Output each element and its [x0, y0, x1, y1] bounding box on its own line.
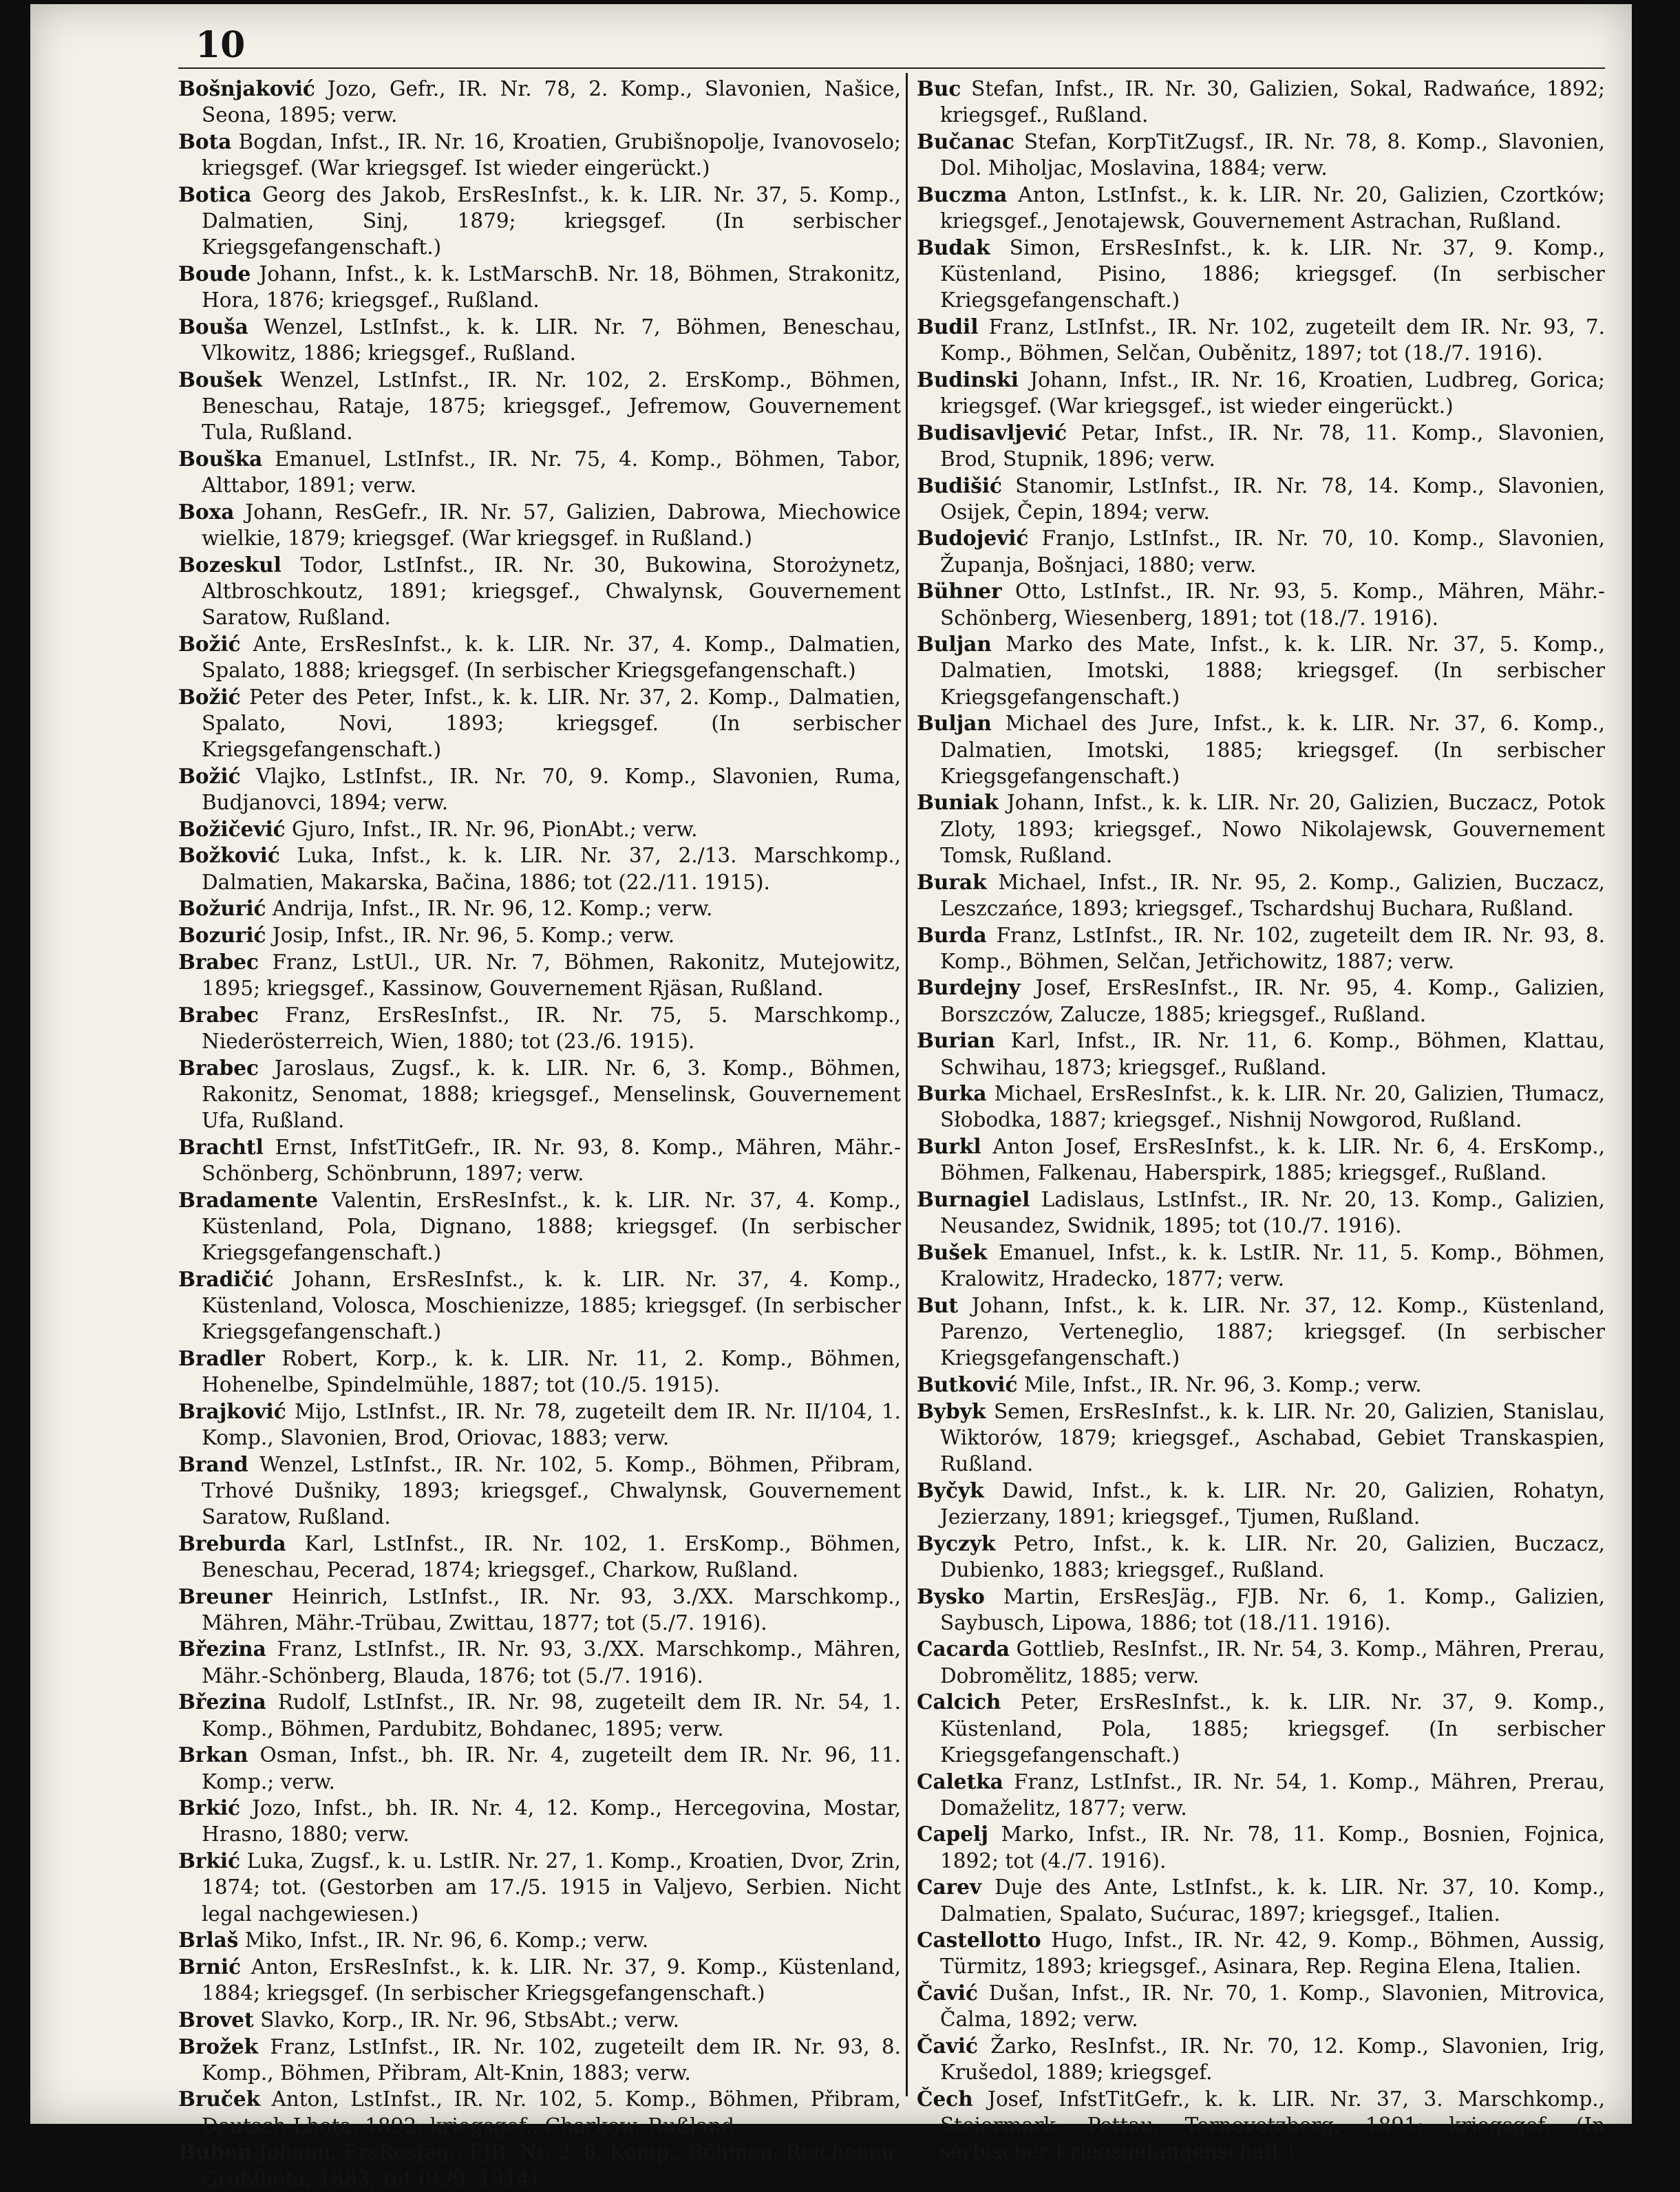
- entry-details: Josef, InfstTitGefr., k. k. LIR. Nr. 37, 3. Marschkomp., Steiermark, Pettau, Ternovetzberg, 1891; kriegsgef. (In serbischer Kriegsgefangenschaft.): [940, 2087, 1605, 2164]
- register-entry: [178, 499, 901, 551]
- register-entry: [178, 1187, 901, 1266]
- entry-surname: Bradamente: [178, 1187, 319, 1212]
- entry-surname: But: [917, 1292, 959, 1317]
- entry-surname: Byczyk: [917, 1531, 996, 1555]
- register-entry: [178, 1398, 901, 1451]
- entry-surname: Breuner: [178, 1584, 273, 1608]
- entry-details: Luka, Infst., k. k. LIR. Nr. 37, 2./13. Marschkomp., Dalmatien, Makarska, Bačina, 1886; tot (22./11. 1915).: [202, 844, 901, 894]
- entry-surname: Brajković: [178, 1398, 286, 1423]
- entry-surname: Bradičić: [178, 1266, 274, 1291]
- register-entry: [178, 1636, 901, 1688]
- entry-surname: Burka: [917, 1081, 987, 1106]
- entry-surname: Burak: [917, 869, 987, 894]
- entry-details: Otto, LstInfst., IR. Nr. 93, 5. Komp., Mähren, Mähr.-Schönberg, Wiesenberg, 1891; tot (18./7. 1916).: [940, 579, 1605, 630]
- entry-details: Petar, Infst., IR. Nr. 78, 11. Komp., Slavonien, Brod, Stupnik, 1896; verw.: [940, 421, 1605, 471]
- register-entry: [917, 235, 1605, 314]
- register-entry: [178, 895, 901, 922]
- register-entry: [178, 182, 901, 261]
- entry-details: Karl, LstInfst., IR. Nr. 102, 1. ErsKomp., Böhmen, Beneschau, Pecerad, 1874; kriegsgef., Charkow, Rußland.: [202, 1531, 901, 1582]
- entry-details: Wenzel, LstInfst., IR. Nr. 102, 5. Komp., Böhmen, Přibram, Trhové Dušniky, 1893; kriegsgef., Chwalynsk, Gouvernement Saratow, Rußland.: [202, 1452, 901, 1529]
- register-entry: [178, 631, 901, 683]
- register-entry: [917, 1769, 1605, 1821]
- entry-details: Dawid, Infst., k. k. LIR. Nr. 20, Galizien, Rohatyn, Jezierzany, 1891; kriegsgef., Tjumen, Rußland.: [940, 1478, 1605, 1529]
- entry-surname: Bozeskul: [178, 552, 281, 577]
- register-entry: [178, 2034, 901, 2086]
- register-entry: [917, 1398, 1605, 1478]
- entry-details: Jozo, Gefr., IR. Nr. 78, 2. Komp., Slavonien, Našice, Seona, 1895; verw.: [202, 77, 901, 127]
- register-entry: [178, 261, 901, 313]
- entry-details: Peter des Peter, Infst., k. k. LIR. Nr. 37, 2. Komp., Dalmatien, Spalato, Novi, 1893; kriegsgef. (In serbischer Kriegsgefangenschaft.): [202, 685, 901, 762]
- register-entry: [917, 1372, 1605, 1398]
- entry-surname: Cacarda: [917, 1637, 1010, 1661]
- entry-details: Johann, ErsResJäg., FJB. Nr. 2, 8. Komp., Böhmen, Reichenau, Großlhota, 1883; tot (9./9. 1914).: [202, 2140, 901, 2191]
- entry-details: Franz, LstInfst., IR. Nr. 102, zugeteilt dem IR. Nr. 93, 8. Komp., Böhmen, Selčan, Jetřichowitz, 1887; verw.: [940, 923, 1605, 973]
- page-number: 10: [195, 24, 246, 66]
- entry-surname: Byčyk: [917, 1478, 984, 1502]
- entry-surname: Budak: [917, 235, 990, 259]
- entry-surname: Brkić: [178, 1849, 241, 1873]
- register-entry: [917, 1134, 1605, 1186]
- entry-details: Petro, Infst., k. k. LIR. Nr. 20, Galizien, Buczacz, Dubienko, 1883; kriegsgef., Rußland.: [940, 1531, 1605, 1582]
- register-entry: [917, 314, 1605, 366]
- entry-surname: Brnić: [178, 1954, 242, 1979]
- entry-details: Heinrich, LstInfst., IR. Nr. 93, 3./XX. Marschkomp., Mähren, Mähr.-Trübau, Zwittau, 1877; tot (5./7. 1916).: [202, 1584, 901, 1635]
- register-entry: [917, 1187, 1605, 1239]
- entry-details: Luka, Zugsf., k. u. LstIR. Nr. 27, 1. Komp., Kroatien, Dvor, Zrin, 1874; tot. (Gestorben am 17./5. 1915 in Valjevo, Serbien. Nicht legal nachgewiesen.): [202, 1849, 901, 1926]
- register-entry: [917, 525, 1605, 577]
- entry-surname: Bošnjaković: [178, 76, 315, 100]
- register-entry: [178, 1848, 901, 1927]
- register-entry: [917, 578, 1605, 630]
- entry-surname: Budišić: [917, 473, 1002, 498]
- entry-details: Wenzel, LstInfst., IR. Nr. 102, 2. ErsKomp., Böhmen, Beneschau, Rataje, 1875; kriegsgef., Jefremow, Gouvernement Tula, Rußland.: [202, 368, 901, 445]
- register-entry: [917, 922, 1605, 975]
- entry-surname: Brovet: [178, 2007, 254, 2032]
- entry-details: Michael, Infst., IR. Nr. 95, 2. Komp., Galizien, Buczacz, Leszczańce, 1893; kriegsgef., Tschardshuj Buchara, Rußland.: [940, 870, 1605, 920]
- register-entry: [917, 1874, 1605, 1926]
- register-entry: [178, 1927, 901, 1953]
- register-entry: [178, 76, 901, 128]
- entry-surname: Božurić: [178, 896, 266, 921]
- register-entry: [917, 182, 1605, 234]
- entry-surname: Burkl: [917, 1134, 981, 1159]
- entry-surname: Burnagiel: [917, 1187, 1030, 1212]
- register-entry: [917, 1292, 1605, 1372]
- entry-details: Slavko, Korp., IR. Nr. 96, StbsAbt.; verw.: [253, 2008, 680, 2032]
- register-entry: [917, 869, 1605, 922]
- entry-surname: Castellotto: [917, 1928, 1041, 1952]
- entry-surname: Bota: [178, 129, 232, 153]
- register-entry: [917, 1980, 1605, 2032]
- entry-surname: Bouša: [178, 314, 248, 339]
- document-page: [30, 4, 1632, 2191]
- register-entry: [917, 2086, 1605, 2165]
- entry-surname: Čavić: [917, 1981, 978, 2005]
- entry-surname: Bučanac: [917, 129, 1014, 153]
- header-rule: [178, 67, 1605, 69]
- register-entry: [917, 420, 1605, 472]
- register-entry: [178, 1742, 901, 1794]
- register-entry: [917, 1478, 1605, 1530]
- entry-surname: Buljan: [917, 632, 992, 657]
- entry-details: Johann, Infst., k. k. LIR. Nr. 37, 12. Komp., Küstenland, Parenzo, Verteneglio, 1887; kriegsgef. (In serbischer Kriegsgefangenschaft.): [940, 1293, 1605, 1370]
- entry-details: Anton, LstInfst., k. k. LIR. Nr. 20, Galizien, Czortków; kriegsgef., Jenotajewsk, Gouvernement Astrachan, Rußland.: [940, 182, 1605, 233]
- entry-details: Jaroslaus, Zugsf., k. k. LIR. Nr. 6, 3. Komp., Böhmen, Rakonitz, Senomat, 1888; kriegsgef., Menselinsk, Gouvernement Ufa, Rußland.: [202, 1056, 901, 1132]
- entry-details: Vlajko, LstInfst., IR. Nr. 70, 9. Komp., Slavonien, Ruma, Budjanovci, 1894; verw.: [202, 764, 901, 814]
- register-entry: [178, 1266, 901, 1345]
- entry-details: Stanomir, LstInfst., IR. Nr. 78, 14. Komp., Slavonien, Osijek, Čepin, 1894; verw.: [940, 473, 1605, 524]
- column-divider: [906, 73, 908, 2096]
- register-entry: [917, 2033, 1605, 2085]
- entry-details: Georg des Jakob, ErsResInfst., k. k. LIR. Nr. 37, 5. Komp., Dalmatien, Sinj, 1879; kriegsgef. (In serbischer Kriegsgefangenschaft.): [202, 182, 901, 259]
- entry-surname: Boude: [178, 261, 251, 286]
- entry-details: Valentin, ErsResInfst., k. k. LIR. Nr. 37, 4. Komp., Küstenland, Pola, Dignano, 1888; kriegsgef. (In serbischer Kriegsgefangenschaft.): [202, 1188, 901, 1264]
- entry-details: Ladislaus, LstInfst., IR. Nr. 20, 13. Komp., Galizien, Neusandez, Swidnik, 1895; tot (10./7. 1916).: [940, 1188, 1605, 1238]
- register-entry: [917, 1636, 1605, 1688]
- register-entry: [917, 1689, 1605, 1768]
- left-column: [178, 76, 901, 2192]
- register-entry: [178, 922, 901, 948]
- entry-surname: Bouška: [178, 446, 263, 471]
- register-entry: [178, 1954, 901, 2006]
- entry-details: Bogdan, Infst., IR. Nr. 16, Kroatien, Grubišnopolje, Ivanovoselo; kriegsgef. (War kriegsgef. Ist wieder eingerückt.): [202, 129, 901, 180]
- entry-details: Franjo, LstInfst., IR. Nr. 70, 10. Komp., Slavonien, Županja, Bošnjaci, 1880; verw.: [940, 526, 1605, 577]
- register-entry: [917, 1081, 1605, 1133]
- entry-surname: Buniak: [917, 790, 999, 815]
- entry-details: Franz, LstInfst., IR. Nr. 93, 3./XX. Marschkomp., Mähren, Mähr.-Schönberg, Blauda, 1876; tot (5./7. 1916).: [202, 1637, 901, 1688]
- register-entry: [178, 1795, 901, 1847]
- register-entry: [178, 1584, 901, 1636]
- register-entry: [178, 763, 901, 816]
- entry-details: Johann, Infst., k. k. LIR. Nr. 20, Galizien, Buczacz, Potok Zloty, 1893; kriegsgef., Nowo Nikolajewsk, Gouvernement Tomsk, Rußland.: [940, 791, 1605, 867]
- entry-surname: Capelj: [917, 1822, 988, 1847]
- register-entry: [178, 684, 901, 763]
- entry-surname: Božić: [178, 763, 241, 788]
- entry-details: Josip, Infst., IR. Nr. 96, 5. Komp.; verw.: [266, 924, 675, 947]
- entry-details: Gjuro, Infst., IR. Nr. 96, PionAbt.; verw.: [285, 817, 698, 841]
- entry-details: Johann, Infst., k. k. LstMarschB. Nr. 18, Böhmen, Strakonitz, Hora, 1876; kriegsgef., Rußland.: [202, 262, 901, 312]
- entry-details: Andrija, Infst., IR. Nr. 96, 12. Komp.; verw.: [266, 897, 713, 921]
- entry-details: Marko des Mate, Infst., k. k. LIR. Nr. 37, 5. Komp., Dalmatien, Imotski, 1888; kriegsgef. (In serbischer Kriegsgefangenschaft.): [940, 632, 1605, 709]
- entry-surname: Brabec: [178, 1002, 259, 1027]
- entry-details: Emanuel, LstInfst., IR. Nr. 75, 4. Komp., Böhmen, Tabor, Alttabor, 1891; verw.: [202, 447, 901, 498]
- entry-details: Franz, LstInfst., IR. Nr. 54, 1. Komp., Mähren, Prerau, Domaželitz, 1877; verw.: [940, 1769, 1605, 1820]
- entry-surname: Burda: [917, 922, 987, 947]
- entry-surname: Březina: [178, 1690, 266, 1714]
- register-entry: [178, 816, 901, 842]
- entry-details: Robert, Korp., k. k. LIR. Nr. 11, 2. Komp., Böhmen, Hohenelbe, Spindelmühle, 1887; tot (10./5. 1915).: [202, 1346, 901, 1396]
- entry-surname: Čavić: [917, 2034, 978, 2058]
- register-entry: [917, 76, 1605, 128]
- register-entry: [178, 842, 901, 895]
- entry-surname: Caletka: [917, 1769, 1003, 1794]
- entry-surname: Bruček: [178, 2087, 261, 2111]
- entry-details: Emanuel, Infst., k. k. LstIR. Nr. 11, 5. Komp., Böhmen, Kralowitz, Hradecko, 1877; verw.: [940, 1240, 1605, 1291]
- entry-details: Duje des Ante, LstInfst., k. k. LIR. Nr. 37, 10. Komp., Dalmatien, Spalato, Sućurac, 1897; kriegsgef., Italien.: [940, 1875, 1605, 1926]
- entry-surname: Božić: [178, 631, 241, 656]
- entry-details: Franz, ErsResInfst., IR. Nr. 75, 5. Marschkomp., Niederösterreich, Wien, 1880; tot (23./6. 1915).: [202, 1003, 901, 1053]
- entry-surname: Bybyk: [917, 1398, 986, 1423]
- entry-surname: Buczma: [917, 182, 1008, 206]
- register-entry: [917, 1239, 1605, 1292]
- entry-surname: Buc: [917, 76, 961, 100]
- register-entry: [917, 1584, 1605, 1636]
- register-entry: [917, 473, 1605, 525]
- entry-surname: Čech: [917, 2086, 973, 2111]
- register-entry: [178, 1451, 901, 1531]
- entry-details: Franz, LstInfst., IR. Nr. 102, zugeteilt dem IR. Nr. 93, 8. Komp., Böhmen, Přibram, Alt-Knin, 1883; verw.: [202, 2034, 901, 2085]
- register-entry: [917, 789, 1605, 869]
- register-entry: [178, 2086, 901, 2138]
- entry-details: Miko, Infst., IR. Nr. 96, 6. Komp.; verw.: [238, 1928, 649, 1952]
- entry-surname: Boušek: [178, 367, 262, 392]
- entry-surname: Božić: [178, 684, 241, 709]
- register-entry: [178, 1345, 901, 1398]
- entry-details: Ernst, InfstTitGefr., IR. Nr. 93, 8. Komp., Mähren, Mähr.-Schönberg, Schönbrunn, 1897; verw.: [202, 1135, 901, 1185]
- entry-surname: Brabec: [178, 1055, 259, 1080]
- entry-surname: Bysko: [917, 1584, 985, 1608]
- register-entry: [178, 1689, 901, 1741]
- entry-details: Johann, Infst., IR. Nr. 16, Kroatien, Ludbreg, Gorica; kriegsgef. (War kriegsgef., ist wieder eingerückt.): [940, 368, 1605, 418]
- entry-details: Todor, LstInfst., IR. Nr. 30, Bukowina, Storożynetz, Altbroschkoutz, 1891; kriegsgef., Chwalynsk, Gouvernement Saratow, Rußland.: [202, 553, 901, 630]
- register-entry: [178, 129, 901, 181]
- register-entry: [917, 1531, 1605, 1583]
- entry-details: Franz, LstInfst., IR. Nr. 102, zugeteilt dem IR. Nr. 93, 7. Komp., Böhmen, Selčan, Ouběnitz, 1897; tot (18./7. 1916).: [940, 315, 1605, 365]
- entry-surname: Boxa: [178, 499, 235, 524]
- entry-details: Johann, ResGefr., IR. Nr. 57, Galizien, Dabrowa, Miechowice wielkie, 1879; kriegsgef. (War kriegsgef. in Rußland.): [202, 500, 901, 550]
- entry-details: Mile, Infst., IR. Nr. 96, 3. Komp.; verw.: [1017, 1372, 1422, 1396]
- entry-surname: Butković: [917, 1372, 1018, 1396]
- register-entry: [178, 1055, 901, 1134]
- entry-details: Ante, ErsResInfst., k. k. LIR. Nr. 37, 4. Komp., Dalmatien, Spalato, 1888; kriegsgef. (In serbischer Kriegsgefangenschaft.): [202, 632, 901, 682]
- entry-surname: Budil: [917, 314, 979, 339]
- register-entry: [178, 2139, 901, 2191]
- entry-surname: Božković: [178, 843, 280, 868]
- entry-details: Karl, Infst., IR. Nr. 11, 6. Komp., Böhmen, Klattau, Schwihau, 1873; kriegsgef., Rußland.: [940, 1029, 1605, 1079]
- register-entry: [178, 314, 901, 366]
- entry-details: Martin, ErsResJäg., FJB. Nr. 6, 1. Komp., Galizien, Saybusch, Lipowa, 1886; tot (18./11. 1916).: [940, 1584, 1605, 1635]
- entry-details: Jozo, Infst., bh. IR. Nr. 4, 12. Komp., Hercegovina, Mostar, Hrasno, 1880; verw.: [202, 1796, 901, 1847]
- right-column: [917, 76, 1605, 2165]
- register-entry: [917, 367, 1605, 419]
- entry-surname: Březina: [178, 1637, 266, 1661]
- entry-details: Franz, LstUl., UR. Nr. 7, Böhmen, Rakonitz, Mutejowitz, 1895; kriegsgef., Kassinow, Gouvernement Rjäsan, Rußland.: [202, 950, 901, 1000]
- entry-details: Wenzel, LstInfst., k. k. LIR. Nr. 7, Böhmen, Beneschau, Vlkowitz, 1886; kriegsgef., Rußland.: [202, 315, 901, 365]
- register-entry: [917, 631, 1605, 710]
- register-entry: [178, 552, 901, 631]
- entry-surname: Buljan: [917, 711, 992, 736]
- entry-details: Dušan, Infst., IR. Nr. 70, 1. Komp., Slavonien, Mitrovica, Čalma, 1892; verw.: [940, 1981, 1605, 2032]
- register-entry: [178, 1531, 901, 1583]
- entry-details: Anton, LstInfst., IR. Nr. 102, 5. Komp., Böhmen, Přibram, Deutsch-Lhota, 1892; kriegsgef., Charkow, Rußland.: [202, 2087, 901, 2138]
- entry-surname: Budojević: [917, 526, 1029, 551]
- entry-surname: Brkić: [178, 1796, 241, 1820]
- entry-details: Stefan, KorpTitZugsf., IR. Nr. 78, 8. Komp., Slavonien, Dol. Miholjac, Moslavina, 1884; verw.: [940, 129, 1605, 180]
- register-entry: [917, 129, 1605, 181]
- entry-details: Michael des Jure, Infst., k. k. LIR. Nr. 37, 6. Komp., Dalmatien, Imotski, 1885; kriegsgef. (In serbischer Kriegsgefangenschaft.): [940, 712, 1605, 788]
- register-entry: [917, 1927, 1605, 1979]
- entry-details: Semen, ErsResInfst., k. k. LIR. Nr. 20, Galizien, Stanislau, Wiktorów, 1879; kriegsgef., Aschabad, Gebiet Transkaspien, Rußland.: [940, 1399, 1605, 1476]
- entry-details: Peter, ErsResInfst., k. k. LIR. Nr. 37, 9. Komp., Küstenland, Pola, 1885; kriegsgef. (In serbischer Kriegsgefangenschaft.): [940, 1690, 1605, 1767]
- entry-surname: Carev: [917, 1875, 982, 1900]
- entry-surname: Botica: [178, 182, 252, 206]
- entry-details: Hugo, Infst., IR. Nr. 42, 9. Komp., Böhmen, Aussig, Türmitz, 1893; kriegsgef., Asinara, Rep. Regina Elena, Italien.: [940, 1928, 1605, 1979]
- entry-details: Johann, ErsResInfst., k. k. LIR. Nr. 37, 4. Komp., Küstenland, Volosca, Moschienizze, 1885; kriegsgef. (In serbischer Kriegsgefangenschaft.): [202, 1267, 901, 1344]
- entry-surname: Božičević: [178, 816, 286, 841]
- entry-details: Osman, Infst., bh. IR. Nr. 4, zugeteilt dem IR. Nr. 96, 11. Komp.; verw.: [202, 1743, 901, 1794]
- entry-surname: Bühner: [917, 579, 1002, 604]
- entry-surname: Brkan: [178, 1743, 248, 1767]
- entry-surname: Buben: [178, 2140, 253, 2164]
- entry-surname: Bušek: [917, 1239, 988, 1264]
- entry-details: Gottlieb, ResInfst., IR. Nr. 54, 3. Komp., Mähren, Prerau, Dobromělitz, 1885; verw.: [940, 1637, 1605, 1688]
- entry-details: Marko, Infst., IR. Nr. 78, 11. Komp., Bosnien, Fojnica, 1892; tot (4./7. 1916).: [940, 1822, 1605, 1873]
- entry-surname: Brand: [178, 1451, 248, 1476]
- entry-surname: Budisavljević: [917, 420, 1067, 445]
- entry-surname: Brabec: [178, 949, 259, 974]
- register-entry: [917, 710, 1605, 789]
- register-entry: [917, 975, 1605, 1027]
- register-entry: [917, 1028, 1605, 1080]
- entry-surname: Burian: [917, 1028, 995, 1053]
- entry-details: Anton Josef, ErsResInfst., k. k. LIR. Nr. 6, 4. ErsKomp., Böhmen, Falkenau, Haberspirk, 1885; kriegsgef., Rußland.: [940, 1135, 1605, 1185]
- entry-surname: Calcich: [917, 1690, 1001, 1714]
- entry-surname: Brožek: [178, 2034, 259, 2058]
- entry-details: Rudolf, LstInfst., IR. Nr. 98, zugeteilt dem IR. Nr. 54, 1. Komp., Böhmen, Pardubitz, Bohdanec, 1895; verw.: [202, 1690, 901, 1741]
- register-entry: [178, 2007, 901, 2033]
- entry-surname: Brlaš: [178, 1928, 239, 1952]
- register-entry: [178, 367, 901, 446]
- entry-surname: Brachtl: [178, 1134, 264, 1159]
- entry-surname: Budinski: [917, 367, 1019, 392]
- register-entry: [178, 1134, 901, 1187]
- entry-details: Mijo, LstInfst., IR. Nr. 78, zugeteilt dem IR. Nr. II/104, 1. Komp., Slavonien, Brod, Oriovac, 1883; verw.: [202, 1399, 901, 1449]
- register-entry: [178, 446, 901, 498]
- entry-details: Simon, ErsResInfst., k. k. LIR. Nr. 37, 9. Komp., Küstenland, Pisino, 1886; kriegsgef. (In serbischer Kriegsgefangenschaft.): [940, 235, 1605, 312]
- entry-details: Michael, ErsResInfst., k. k. LIR. Nr. 20, Galizien, Tłumacz, Słobodka, 1887; kriegsgef., Nishnij Nowgorod, Rußland.: [940, 1082, 1605, 1132]
- entry-details: Stefan, Infst., IR. Nr. 30, Galizien, Sokal, Radwańce, 1892; kriegsgef., Rußland.: [940, 77, 1605, 127]
- entry-details: Anton, ErsResInfst., k. k. LIR. Nr. 37, 9. Komp., Küstenland, 1884; kriegsgef. (In serbischer Kriegsgefangenschaft.): [202, 1955, 901, 2005]
- entry-surname: Breburda: [178, 1531, 286, 1555]
- entry-details: Josef, ErsResInfst., IR. Nr. 95, 4. Komp., Galizien, Borszczów, Zalucze, 1885; kriegsgef., Rußland.: [940, 976, 1605, 1026]
- register-entry: [178, 949, 901, 1001]
- entry-details: Žarko, ResInfst., IR. Nr. 70, 12. Komp., Slavonien, Irig, Krušedol, 1889; kriegsgef.: [940, 2034, 1605, 2085]
- entry-surname: Burdejny: [917, 975, 1021, 1000]
- register-entry: [917, 1821, 1605, 1873]
- entry-surname: Bradler: [178, 1345, 265, 1370]
- entry-surname: Bozurić: [178, 923, 266, 947]
- register-entry: [178, 1002, 901, 1054]
